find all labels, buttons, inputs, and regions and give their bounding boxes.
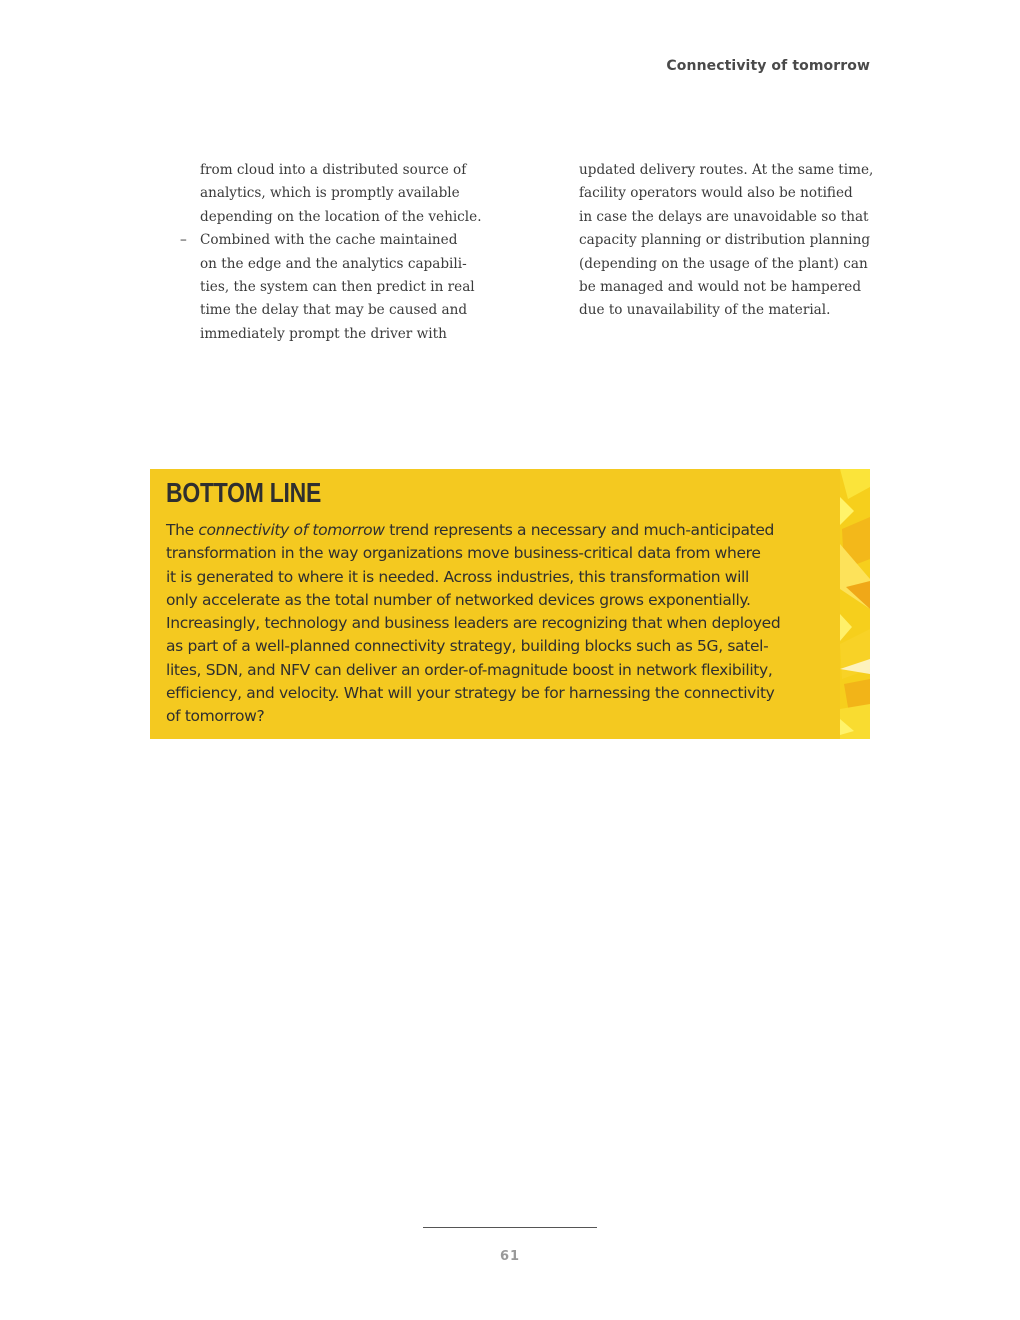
callout-line: Increasingly, technology and business leaders are recognizing that when deployed [166, 614, 781, 633]
bottom-line-callout [150, 469, 870, 739]
text-line: capacity planning or distribution planning [579, 232, 871, 249]
right-text-column [579, 159, 879, 323]
text-line: from cloud into a distributed source of [200, 162, 467, 178]
text-line: facility operators would also be notified [579, 185, 853, 202]
text-line: on the edge and the analytics capabili- [200, 255, 467, 272]
callout-line: of tomorrow? [166, 707, 265, 726]
callout-line: lites, SDN, and NFV can deliver an order-of-magnitude boost in network flexibility, [166, 660, 773, 679]
intro-word: The [166, 521, 194, 539]
bullet-item-line [180, 229, 490, 252]
text-line: be managed and would not be hampered [579, 279, 862, 296]
text-line: in case the delays are unavoidable so that [579, 208, 869, 225]
text-line: Combined with the cache maintained [200, 232, 458, 249]
callout-first-line [166, 519, 816, 542]
callout-line: only accelerate as the total number of networked devices grows exponentially. [166, 590, 751, 609]
page-number: 61 [499, 1249, 521, 1264]
running-header: Connectivity of tomorrow [666, 58, 870, 74]
text-line: (depending on the usage of the plant) can [579, 255, 868, 272]
first-line-rest: trend represents a necessary and much-anticipated [389, 521, 775, 539]
callout-body [166, 519, 816, 729]
left-text-column [180, 159, 490, 346]
footer-divider [423, 1227, 597, 1228]
callout-title: BOTTOM LINE [166, 477, 322, 508]
callout-line: it is generated to where it is needed. Across industries, this transformation will [166, 567, 749, 586]
text-line: analytics, which is promptly available [200, 185, 460, 202]
text-line: ties, the system can then predict in real [200, 279, 475, 296]
bullet-dash: – [180, 232, 187, 249]
text-line: immediately prompt the driver with [200, 325, 447, 342]
callout-line: transformation in the way organizations move business-critical data from where [166, 544, 761, 563]
callout-line: as part of a well-planned connectivity strategy, building blocks such as 5G, satel- [166, 637, 769, 656]
callout-line: efficiency, and velocity. What will your strategy be for harnessing the connectivity [166, 684, 775, 703]
emphasized-phrase: connectivity of tomorrow [198, 521, 385, 539]
text-line: time the delay that may be caused and [200, 302, 468, 319]
text-line: depending on the location of the vehicle. [200, 208, 482, 225]
text-line: due to unavailability of the material. [579, 302, 831, 319]
text-line: updated delivery routes. At the same time, [579, 162, 874, 178]
decorative-pattern-strip [840, 469, 870, 739]
